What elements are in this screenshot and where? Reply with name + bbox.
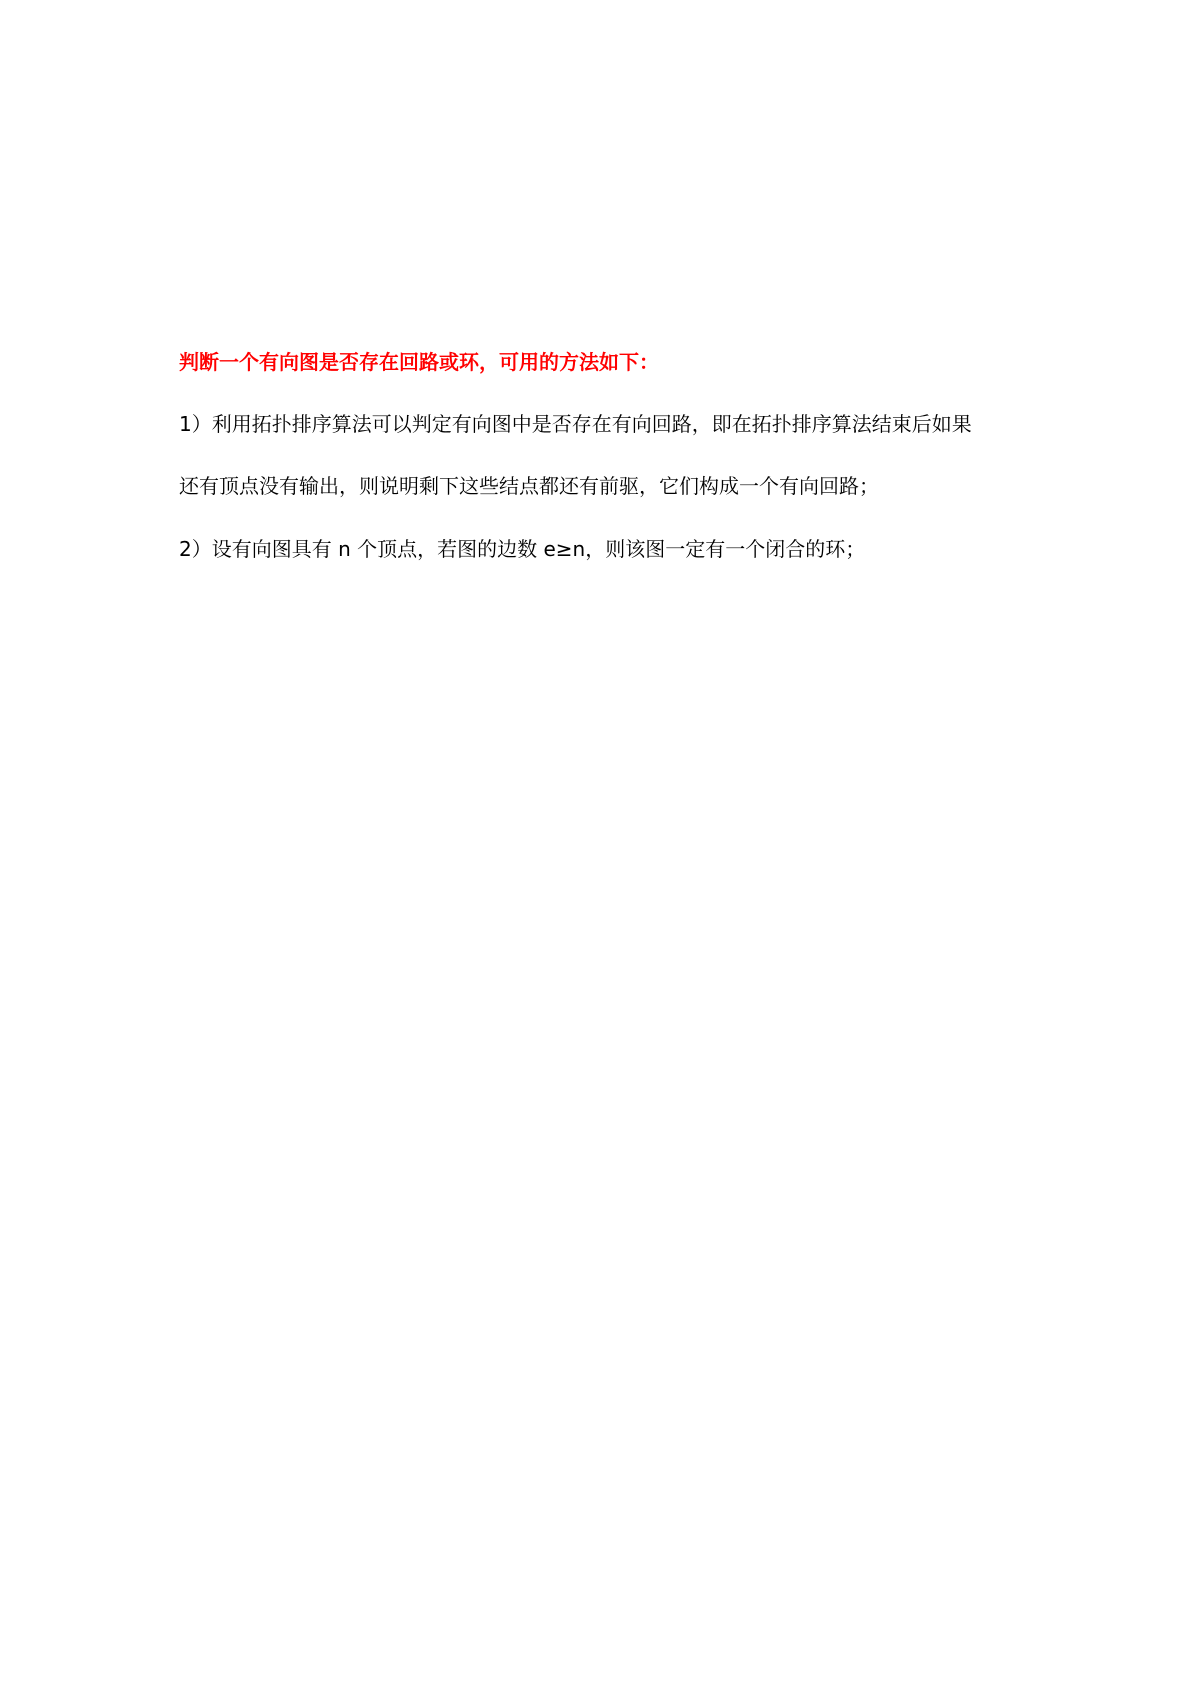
section-heading: 判断一个有向图是否存在回路或环，可用的方法如下： [179,350,659,374]
method-1-line-2: 还有顶点没有输出，则说明剩下这些结点都还有前驱，它们构成一个有向回路； [179,474,879,498]
method-1-line-1: 1）利用拓扑排序算法可以判定有向图中是否存在有向回路，即在拓扑排序算法结束后如果 [179,412,972,436]
method-2: 2）设有向图具有 n 个顶点，若图的边数 e≥n，则该图一定有一个闭合的环； [179,537,866,561]
